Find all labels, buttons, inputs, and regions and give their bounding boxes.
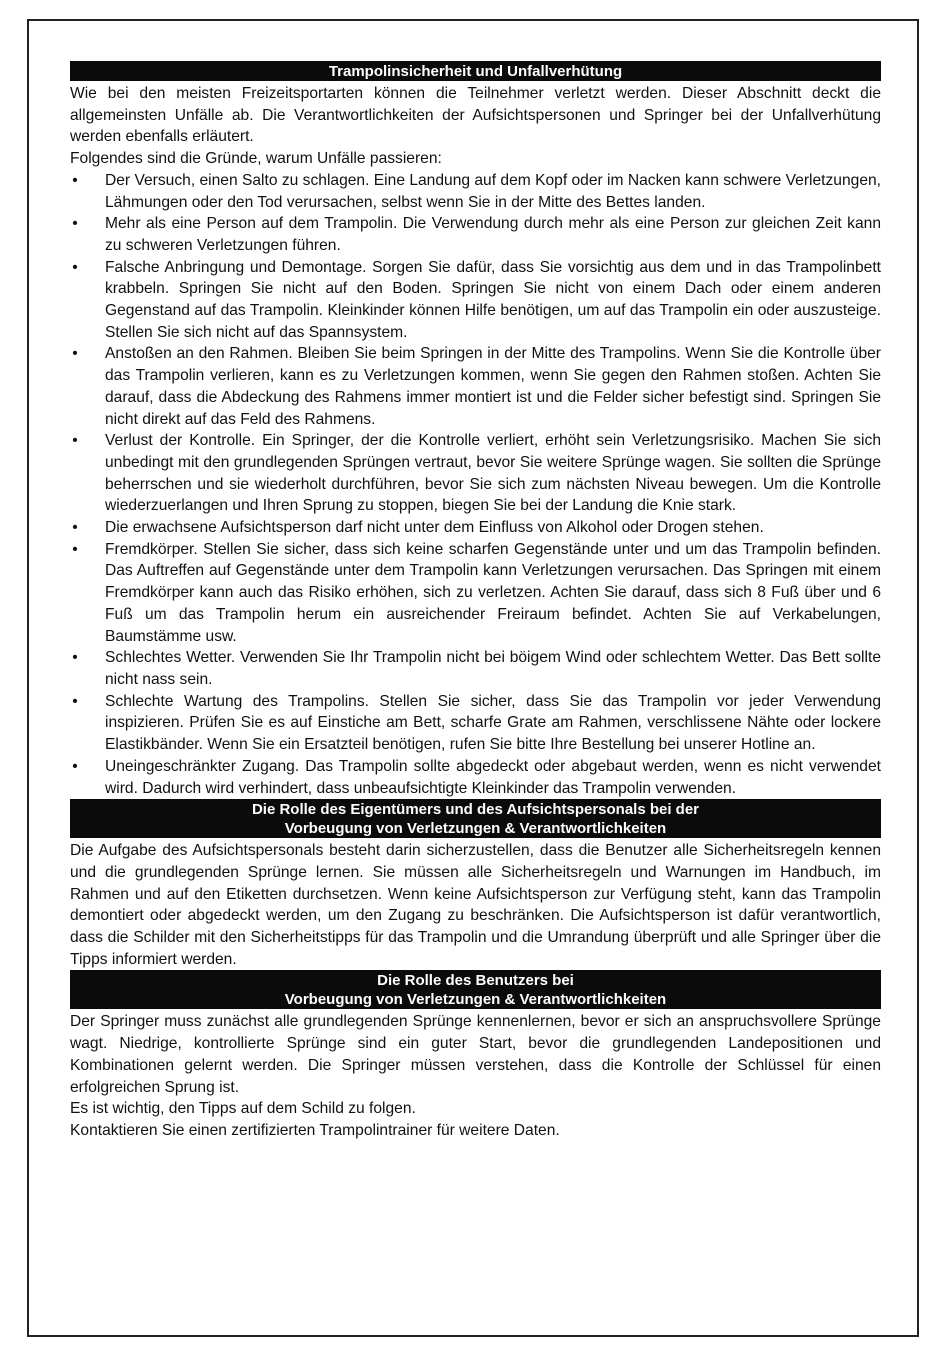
list-item — [70, 257, 881, 344]
list-item-text: Schlechtes Wetter. Verwenden Sie Ihr Trampolin nicht bei böigem Wind oder schlechtem Wetter. Das Bett sollte nicht nass sein. — [105, 649, 881, 688]
list-item-text: Der Versuch, einen Salto zu schlagen. Eine Landung auf dem Kopf oder im Nacken kann schwere Verletzungen, Lähmungen oder den Tod verursachen, selbst wenn Sie in der Mitte des Bettes landen. — [105, 171, 881, 211]
list-item — [70, 647, 881, 690]
list-item-text: Mehr als eine Person auf dem Trampolin. Die Verwendung durch mehr als eine Person zur gleichen Zeit kann zu schweren Verletzungen führen. — [105, 215, 881, 254]
list-item — [70, 756, 881, 799]
list-item-text: Die erwachsene Aufsichtsperson darf nicht unter dem Einfluss von Alkohol oder Drogen stehen. — [105, 519, 764, 537]
list-item-text: Anstoßen an den Rahmen. Bleiben Sie beim Springen in der Mitte des Trampolins. Wenn Sie die Kontrolle über das Trampolin verlieren, kann es zu Verletzungen kommen, wenn Sie gegen den Rahmen stoßen. Achten Sie darauf, dass die Abdeckung des Rahmens immer montiert ist und die Felder sicher befestigt sind. Springen Sie nicht direkt auf das Feld des Rahmens. — [105, 345, 881, 428]
bullet-icon: • — [72, 432, 78, 450]
section-heading-safety: Trampolinsicherheit und Unfallverhütung — [70, 61, 881, 81]
heading-line: Vorbeugung von Verletzungen & Verantwortlichkeiten — [284, 991, 667, 1009]
tips-line: Es ist wichtig, den Tipps auf dem Schild zu folgen. — [70, 1100, 416, 1118]
heading-line: Vorbeugung von Verletzungen & Verantwortlichkeiten — [284, 820, 667, 838]
bullet-icon: • — [72, 258, 78, 276]
list-item-text: Uneingeschränkter Zugang. Das Trampolin sollte abgedeckt oder abgebaut werden, wenn es nicht verwendet wird. Dadurch wird verhindert, dass unbeaufsichtigte Kleinkinder das Trampolin verwenden. — [105, 757, 881, 797]
section-heading-user-role — [70, 970, 881, 1009]
list-item-text: Fremdkörper. Stellen Sie sicher, dass sich keine scharfen Gegenstände unter und um das Trampolin befinden. Das Auftreffen auf Gegenstände unter dem Trampolin kann Verletzungen verursachen. Das Springen mit einem Fremdkörper kann auch das Risiko erhöhen, sich zu verletzen. Achten Sie darauf, dass sich 8 Fuß über und 6 Fuß um das Trampolin herum ein ausreichender Freiraum befindet. Achten Sie auf Verkabelungen, Baumstämme usw. — [105, 540, 881, 645]
list-item — [70, 213, 881, 256]
section-heading-owner-role — [70, 799, 881, 838]
list-item — [70, 517, 881, 539]
reasons-lead: Folgendes sind die Gründe, warum Unfälle passieren: — [70, 150, 442, 168]
bullet-icon: • — [72, 171, 78, 189]
list-item-text: Falsche Anbringung und Demontage. Sorgen Sie dafür, dass Sie vorsichtig aus dem und in das Trampolinbett krabbeln. Springen Sie nicht auf den Boden. Springen Sie nicht von einem Dach oder einem anderen Gegenstand auf das Trampolin. Kleinkinder können Hilfe benötigen, um auf das Trampolin ein oder auszusteige. Stellen Sie sich nicht auf das Spannsystem. — [105, 258, 881, 341]
bullet-icon: • — [72, 757, 78, 775]
list-item — [70, 430, 881, 517]
bullet-icon: • — [72, 519, 78, 537]
document-body — [70, 61, 881, 1142]
list-item-text: Schlechte Wartung des Trampolins. Stellen Sie sicher, dass Sie das Trampolin vor jeder Verwendung inspizieren. Prüfen Sie es auf Einstiche am Bett, scharfe Grate am Rahmen, verschlissene Nähte oder lockere Elastikbänder. Wenn Sie ein Ersatzteil benötigen, rufen Sie bitte Ihre Bestellung bei unserer Hotline an. — [105, 692, 881, 754]
list-item — [70, 691, 881, 756]
list-item — [70, 343, 881, 430]
list-item — [70, 539, 881, 648]
list-item — [70, 170, 881, 213]
owner-role-paragraph: Die Aufgabe des Aufsichtspersonals besteht darin sicherzustellen, dass die Benutzer alle Sicherheitsregeln kennen und die grundlegenden Sprünge lernen. Sie müssen alle Sicherheitsregeln und Warnungen im Handbuch, im Rahmen und auf den Etiketten durchsetzen. Wenn keine Aufsichtsperson zur Verfügung steht, kann das Trampolin demontiert oder abgedeckt werden, um den Zugang zu beschränken. Die Aufsichtsperson ist dafür verantwortlich, dass die Schilder mit den Sicherheitstipps für das Trampolin und die Umrandung überprüft und alle Springer über die Tipps informiert werden. — [70, 842, 881, 968]
heading-line: Die Rolle des Benutzers bei — [377, 972, 574, 990]
intro-paragraph: Wie bei den meisten Freizeitsportarten können die Teilnehmer verletzt werden. Dieser Abschnitt deckt die allgemeinsten Unfälle ab. Die Verantwortlichkeiten der Aufsichtspersonen und Springer bei der Unfallverhütung werden ebenfalls erläutert. — [70, 85, 881, 146]
bullet-icon: • — [72, 692, 78, 710]
heading-line: Die Rolle des Eigentümers und des Aufsichtspersonals bei der — [251, 801, 700, 819]
user-role-paragraph: Der Springer muss zunächst alle grundlegenden Sprünge kennenlernen, bevor er sich an anspruchsvollere Sprünge wagt. Niedrige, kontrollierte Sprünge sind ein guter Start, bevor die grundlegenden Landepositionen und Kombinationen gelernt werden. Die Springer müssen verstehen, dass die Kontrolle der Schlüssel für einen erfolgreichen Sprung ist. — [70, 1013, 881, 1096]
bullet-icon: • — [72, 345, 78, 363]
bullet-icon: • — [72, 215, 78, 233]
contact-line: Kontaktieren Sie einen zertifizierten Trampolintrainer für weitere Daten. — [70, 1121, 560, 1139]
bullet-icon: • — [72, 540, 78, 558]
accident-reasons-list — [70, 170, 881, 799]
list-item-text: Verlust der Kontrolle. Ein Springer, der die Kontrolle verliert, erhöht sein Verletzungsrisiko. Machen Sie sich unbedingt mit den grundlegenden Sprüngen vertraut, bevor Sie weitere Sprünge wagen. Sie sollten die Sprünge beherrschen und sie wiederholt durchführen, bevor Sie sich zum nächsten Niveau bewegen. Um die Kontrolle wiederzuerlangen und Ihren Sprung zu stoppen, biegen Sie bei der Landung die Knie stark. — [105, 432, 881, 515]
bullet-icon: • — [72, 649, 78, 667]
